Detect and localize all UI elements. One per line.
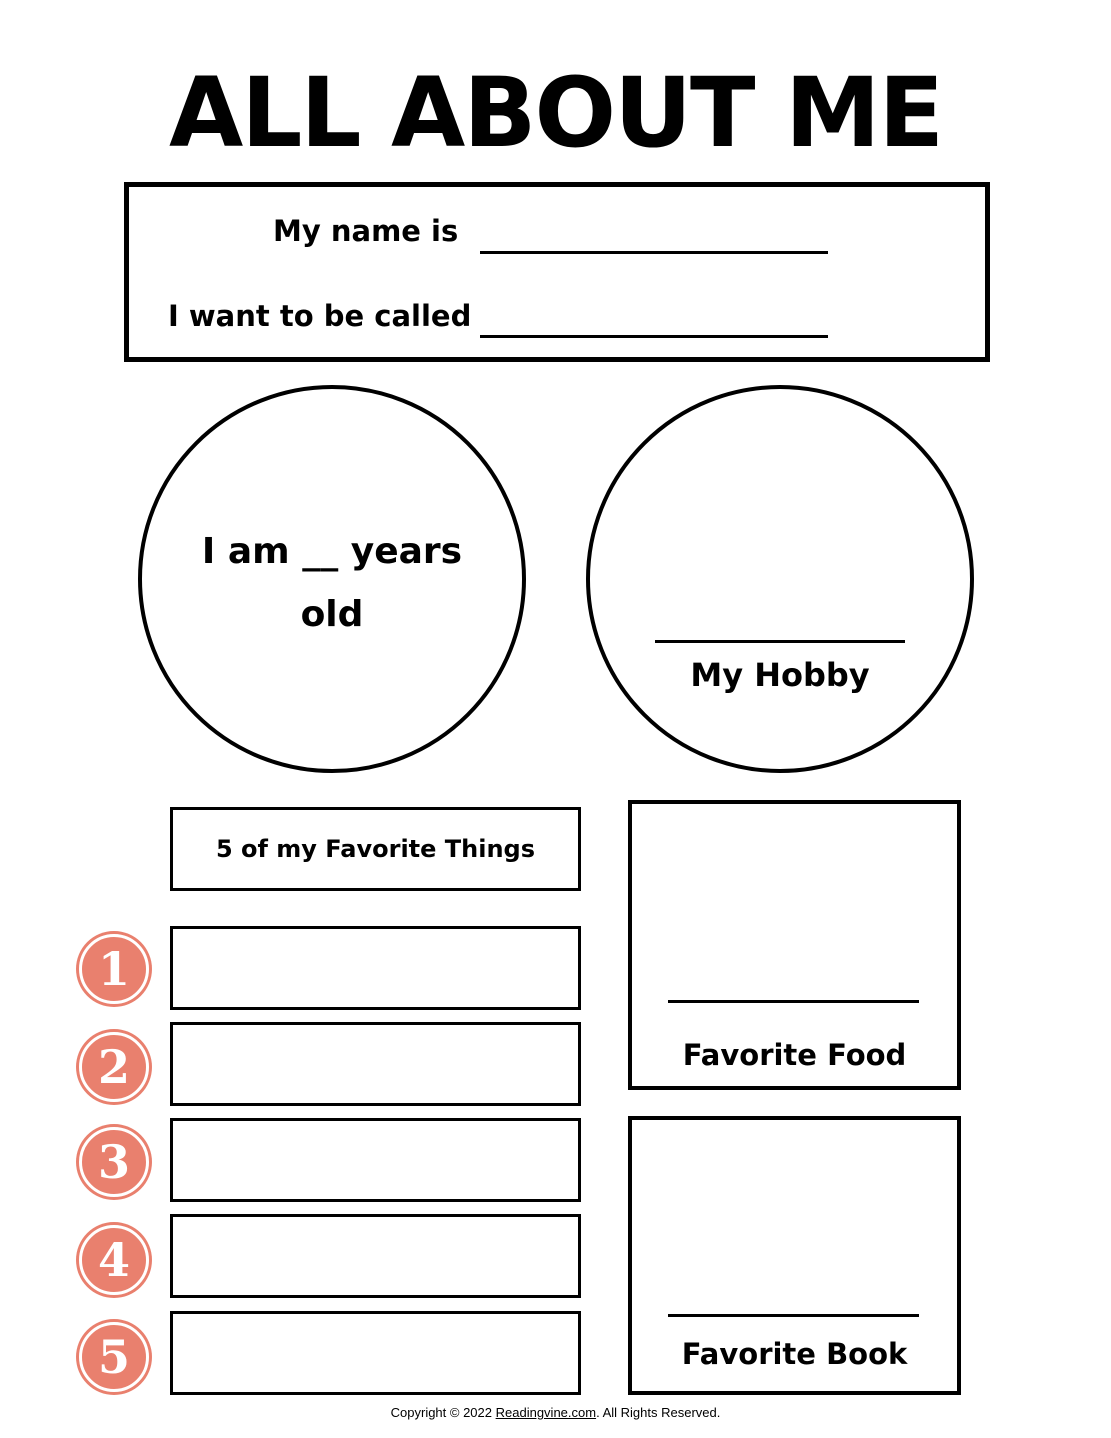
number-2-icon: 2: [97, 1040, 130, 1094]
favorite-thing-5-box[interactable]: [170, 1311, 581, 1395]
number-4-badge: [79, 1225, 149, 1295]
name-label: My name is: [273, 214, 459, 248]
readingvine-link[interactable]: Readingvine.com: [495, 1405, 597, 1420]
footer-suffix: . All Rights Reserved.: [596, 1405, 721, 1420]
number-3-icon: 3: [97, 1135, 130, 1189]
number-1-icon: 1: [97, 942, 130, 996]
name-line[interactable]: [480, 251, 828, 254]
number-5-badge: [79, 1322, 149, 1392]
page-title: ALL ABOUT ME: [168, 57, 943, 169]
hobby-circle: [586, 385, 974, 773]
number-5-icon: 5: [97, 1330, 130, 1384]
age-text-line2: old: [300, 594, 364, 635]
favorite-things-heading: 5 of my Favorite Things: [215, 835, 536, 863]
called-label: I want to be called: [168, 299, 472, 333]
hobby-label: My Hobby: [690, 656, 870, 694]
number-4-icon: 4: [97, 1233, 130, 1287]
footer-prefix: Copyright © 2022: [390, 1405, 496, 1420]
favorite-food-label: Favorite Food: [682, 1038, 907, 1072]
number-2-badge: [79, 1032, 149, 1102]
favorite-thing-1-box[interactable]: [170, 926, 581, 1010]
favorite-things-heading-box: [170, 807, 581, 891]
favorite-thing-3-box[interactable]: [170, 1118, 581, 1202]
favorite-thing-2-box[interactable]: [170, 1022, 581, 1106]
called-line[interactable]: [480, 335, 828, 338]
favorite-book-line[interactable]: [668, 1314, 919, 1317]
favorite-book-label: Favorite Book: [681, 1337, 908, 1371]
hobby-line[interactable]: [655, 640, 905, 643]
number-3-badge: [79, 1127, 149, 1197]
favorite-thing-4-box[interactable]: [170, 1214, 581, 1298]
number-1-badge: [79, 934, 149, 1004]
age-text-line1: I am __ years: [201, 531, 463, 572]
favorite-food-line[interactable]: [668, 1000, 919, 1003]
copyright-footer: [0, 1405, 1111, 1420]
